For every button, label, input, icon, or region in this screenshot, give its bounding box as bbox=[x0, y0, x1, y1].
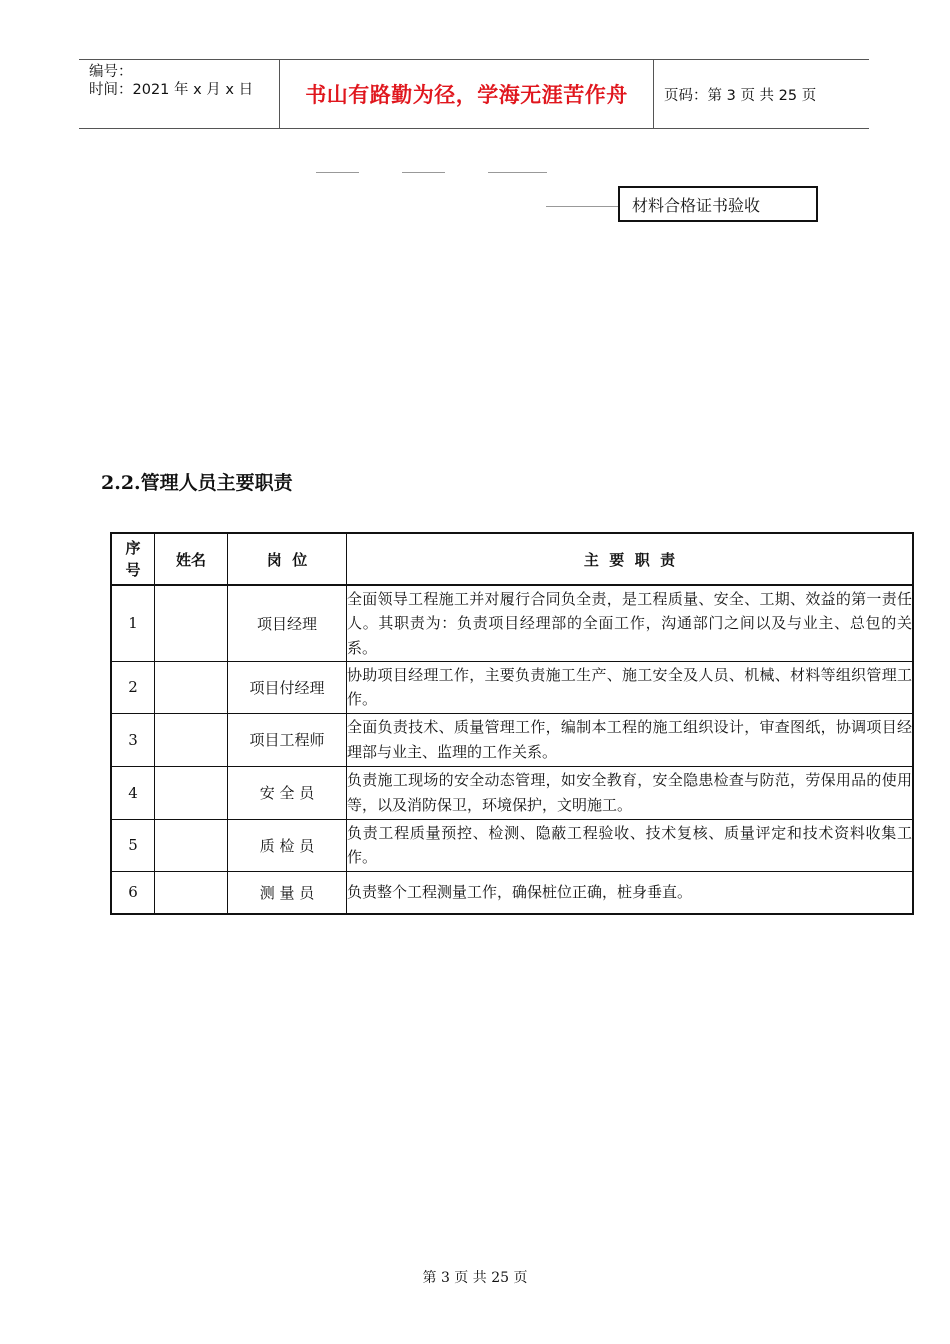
cell-name bbox=[155, 819, 228, 871]
cell-duty: 负责工程质量预控、检测、隐蔽工程验收、技术复核、质量评定和技术资料收集工作。 bbox=[347, 819, 914, 871]
page-footer: 第 3 页 共 25 页 bbox=[422, 1270, 528, 1286]
flow-line-segment bbox=[488, 172, 547, 173]
cell-post: 安 全 员 bbox=[228, 766, 347, 819]
cell-no: 3 bbox=[111, 713, 155, 766]
flow-line-segment bbox=[402, 172, 445, 173]
cell-duty: 负责施工现场的安全动态管理，如安全教育，安全隐患检查与防范，劳保用品的使用等，以及消防保卫，环境保护，文明施工。 bbox=[347, 766, 914, 819]
header-name: 姓名 bbox=[155, 533, 228, 585]
flow-line-segment bbox=[316, 172, 359, 173]
table-row bbox=[111, 819, 913, 871]
cell-name bbox=[155, 713, 228, 766]
header-post: 岗 位 bbox=[228, 533, 347, 585]
cell-no: 6 bbox=[111, 871, 155, 914]
cell-duty: 全面负责技术、质量管理工作，编制本工程的施工组织设计，审查图纸，协调项目经理部与业主、监理的工作关系。 bbox=[347, 713, 914, 766]
cell-no: 1 bbox=[111, 585, 155, 661]
header-duty: 主 要 职 责 bbox=[347, 533, 914, 585]
header-meta bbox=[79, 60, 280, 128]
table-row bbox=[111, 585, 913, 661]
duties-table bbox=[110, 532, 914, 915]
cell-name bbox=[155, 585, 228, 661]
document-number-label: 编号： bbox=[89, 64, 133, 80]
table-row bbox=[111, 713, 913, 766]
table-row bbox=[111, 766, 913, 819]
cell-duty: 协助项目经理工作，主要负责施工生产、施工安全及人员、机械、材料等组织管理工作。 bbox=[347, 661, 914, 713]
table-header-row bbox=[111, 533, 913, 585]
cell-no: 4 bbox=[111, 766, 155, 819]
table-row bbox=[111, 661, 913, 713]
cell-post: 项目付经理 bbox=[228, 661, 347, 713]
cell-no: 2 bbox=[111, 661, 155, 713]
header-motto: 书山有路勤为径，学海无涯苦作舟 bbox=[280, 60, 654, 128]
cell-name bbox=[155, 661, 228, 713]
cell-no: 5 bbox=[111, 819, 155, 871]
document-date-label: 时间：2021 年 x 月 x 日 bbox=[89, 82, 254, 98]
table-row bbox=[111, 871, 913, 914]
cell-post: 项目工程师 bbox=[228, 713, 347, 766]
section-title: 2.2.管理人员主要职责 bbox=[101, 472, 293, 494]
cell-post: 质 检 员 bbox=[228, 819, 347, 871]
cell-name bbox=[155, 766, 228, 819]
header-page-number: 页码：第 3 页 共 25 页 bbox=[664, 87, 817, 104]
cell-name bbox=[155, 871, 228, 914]
cell-post: 测 量 员 bbox=[228, 871, 347, 914]
cell-post: 项目经理 bbox=[228, 585, 347, 661]
flow-box-material-certificate: 材料合格证书验收 bbox=[618, 186, 818, 222]
cell-duty: 负责整个工程测量工作，确保桩位正确，桩身垂直。 bbox=[347, 871, 914, 914]
page-header bbox=[79, 59, 869, 129]
cell-duty: 全面领导工程施工并对履行合同负全责，是工程质量、安全、工期、效益的第一责任人。其职责为：负责项目经理部的全面工作，沟通部门之间以及与业主、总包的关系。 bbox=[347, 585, 914, 661]
table-body bbox=[111, 585, 913, 914]
header-no-text: 序 号 bbox=[125, 539, 141, 579]
header-no bbox=[111, 533, 155, 585]
flow-connector-line bbox=[546, 206, 620, 207]
